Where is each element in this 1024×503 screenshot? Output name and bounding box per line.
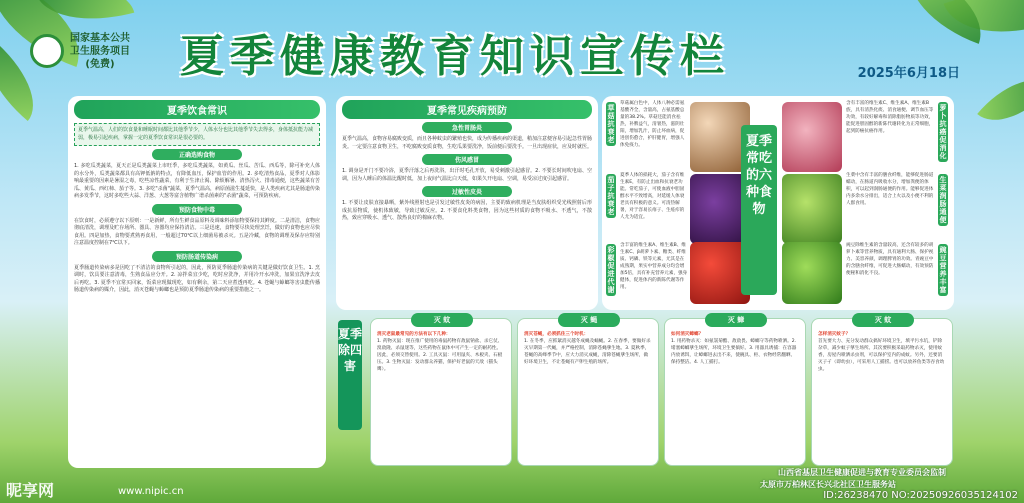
disease-allergy-text: 1. 不要让皮肤直接暴晒，紫外线照射也是引发过敏性皮炎的病因，主要的致病机理是当皮肤组织受光线照射后形成抗原物质，使机体致敏，导致过敏反应。2. 不要食化料类食物，因为这些材质的食物不吸水、不透气，不散热，致应穿吸水、透气、散热良好的棉麻衣物。 xyxy=(342,200,592,221)
food-tag: 生菜润肠通便 xyxy=(939,176,947,224)
diet-buy-text: 1. 多吃瓜类蔬菜，夏天正是瓜类蔬菜上市旺季，多吃瓜类蔬菜，如黄瓜、丝瓜、苦瓜、西瓜等，除可补充人体的水分外，瓜类蔬菜都具有高钾低钠的特点，有降低血压，保护血管的作用。2. 多吃清热食品，夏季对人体影响最重要的因素是暑湿之毒，吃些凉性蔬菜，有利于生津止渴、除烦解暑、清热泻火、排毒通便，这些蔬菜有苦瓜、黄瓜、西红柿、茄子等。3. 多吃"杀菌"蔬菜，夏季气温高，病原菌滋生蔓延快，是人类疾病尤其是肠道传染病多发季节，这时多吃些大蒜、洋葱、大葱等富含植物广谱杀菌素的"杀菌"蔬菜，可预防疾病。 xyxy=(74,163,320,199)
food-text: 夏季人体的损耗大，茄子含有维生素E，有防止出血和抗衰老功能。常吃茄子，可使血液中胆固醇水平不致增高，对延缓人体衰老具有积极的意义。可清热解暑，对于容易长痱子、生疮疖的人尤为适宜。 xyxy=(620,173,685,220)
pest-card-title: 灭 蚊 xyxy=(852,313,914,327)
food-text: 草菇属白色中，人体八种必需氨基酸齐全，含量高，占氨基酸总量的38.2%。草菇还能消食祛热，补脾益气，清暑热，滋阴壮阳，增加乳汁，防止坏血病，促进创伤愈合，护肝健胃，增强人体免疫力。 xyxy=(620,101,685,148)
pest-card-fly xyxy=(517,318,659,466)
food-text: 含有丰富的维生素C、维生素A、维生素B族，具有清热化痰、消食通便、调节血压等功效，有较好解毒和消除脂肪物质等功效，能促进胆固醇的新陈代谢转化为正常细胞，起到防癌抗癌作用。 xyxy=(846,101,934,134)
food-item xyxy=(602,240,954,324)
diet-intestinal-text: 夏季肠道传染病多是因吃了不清洁的食物所引起的，因此，预防夏季肠道传染病的关键是做好饮食卫生。1. 烹调时，饮具要注意清毒，生熟食品应分开。2. 凉拌菜宜少吃，吃时应洗净，并用冷开水冲洗，加果宜洗净去皮后再吃。3. 夏季不宜常买回家，饭菜应现做现吃，如有剩余，第二天应煮透再吃。4. 苍蝇与蟑螂等害虫能传播肠道传染病的媒介，因此，消灭苍蝇与蟑螂也是预防夏季肠道传染病的重要措施之一。 xyxy=(74,264,320,293)
pest-card-text: 1. 药物灭鼠：现在推广使用的毒鼠药物有敌鼠钠盐、杀它仗、溴敌隆、杀鼠迷等，这些药物在鼠体中可产生一定的耐药性。因此，必须交替使用。2. 工具灭鼠：可用鼠夹、木板夹、石板压。3. 生物灭鼠：发动群众养猫，保护好老鼠的天敌（猫头鹰）。 xyxy=(377,339,503,372)
watermark-brand: 昵享网 xyxy=(6,481,55,500)
logo-line1: 国家基本公共 xyxy=(70,33,130,44)
pest-card-mosquito xyxy=(811,318,953,466)
issue-date: 2025年6月18日 xyxy=(857,66,960,81)
logo-line2: 卫生服务项目 xyxy=(70,46,130,57)
food-text: 含丰富的维生素A、维生素B、维生素C、β胡萝卜素、糖类、纤维质、钙磷、铁等元素，尤其是在成熟期，果实中营养成分均会增加5倍，具有补充营养元素，强身健体，促进体内的新陈代谢等作用。 xyxy=(620,243,688,290)
food-tag: 彩椒促进代谢 xyxy=(607,246,615,294)
food-tag: 茄子抗衰老 xyxy=(607,176,615,216)
pest-card-question: 消灭老鼠最常见的方法有以下几种： xyxy=(377,332,451,337)
page-title: 夏季健康教育知识宣传栏 xyxy=(180,31,730,82)
watermark-url: www.nipic.cn xyxy=(118,486,184,497)
pest-card-body xyxy=(524,331,652,366)
station-credit: 太原市万柏林区长兴北社区卫生服务站 xyxy=(760,480,896,489)
pest-card-title: 灭 蝇 xyxy=(558,313,620,327)
diet-heading: 夏季饮食常识 xyxy=(74,100,320,119)
pest-card-rat xyxy=(370,318,512,466)
pest-card-text: 1. 在冬季，应抓紧消灭越冬成蝇及蛹蝇。2. 在春季，要做好杀灭早期第一代蝇，并严格控制，消除苍蝇孳生地。3. 夏秋季，苍蝇的高峰季节中，应大力消灭成蝇，清除苍蝇孳生场所，做好环境卫生，不让苍蝇有产卵生殖的场所。 xyxy=(524,339,651,365)
pest-card-question: 消灭苍蝇，必须抓住三个时机： xyxy=(524,332,589,337)
public-health-logo xyxy=(30,34,64,68)
pest-card-cockroach xyxy=(664,318,806,466)
pest-card-question: 怎样消灭蚊子？ xyxy=(818,332,851,337)
watermark-id: ID:26238470 NO:20250926035124102 xyxy=(823,490,1018,501)
diet-intro: 夏季气温高，人们的饮食量和睡眠时间都比其他季节少，人体水分也比其他季节失去得多，身体抵抗能力减弱，极易引起疾病，掌握一定的夏季饮食常识是很必要的。 xyxy=(74,123,320,146)
six-foods-banner: 夏季常吃的六种食物 xyxy=(741,125,777,295)
food-tag: 萝卜抗癌促消化 xyxy=(939,104,947,160)
pest-card-body xyxy=(818,331,946,373)
disease-panel xyxy=(336,96,598,310)
logo-caption xyxy=(70,32,130,71)
pest-card-body xyxy=(671,331,799,366)
pest-card-title: 灭 蟑 xyxy=(705,313,767,327)
disease-cold-text: 1. 调身是开门不要冷浴，夏季汗落之后再洗浴，出汗时毛孔开放，易受刺激引起感冒。2. 不要长时间吹电扇、空调，因为人睡后的体温比醒时低，加上夜间气温比白天低，如果久开电扇、空调，易受凉过度引起感冒。 xyxy=(342,168,592,182)
disease-heading: 夏季常见疾病预防 xyxy=(342,100,592,119)
diet-sub-intestinal: 预防肠道传染病 xyxy=(152,251,242,262)
pest-card-text: 1. 用药物杀灭：如氨氯菊酯、敌敌畏、蟑螂守等药物喷洒。2. 堵塞蟑螂孳生场所，环境卫生要搞好。3. 用器具诱捕：在容器内放诱饵，让蟑螂进去出不来，使碗具、柜、衣物经常翻晒、保持整洁。4. 人工捕打。 xyxy=(671,339,797,365)
four-pests-label: 夏季除四害 xyxy=(338,320,362,430)
pest-card-question: 如何消灭蟑螂？ xyxy=(671,332,704,337)
pest-card-text: 首先要大力、充分发动群众搞好环境卫生，填平污水坑，铲除杂草，减少蚊子孳生场所。其次要积极采取药物杀灭，使用蚊香，房屋内喷洒杀虫剂，可以保护室内的成蚊。另外，还要消灭子孑（即幼虫），可采用人工捕捞。也可以放养鱼类等吞食幼虫。 xyxy=(818,339,945,372)
diet-panel xyxy=(68,96,326,468)
diet-sub-poison: 预防食物中毒 xyxy=(152,204,242,215)
food-tag: 豌豆营养丰富 xyxy=(939,246,947,294)
pea-image xyxy=(782,242,842,304)
diet-poison-text: 在饮食时，必须遵守以下原则：一是新鲜，所有生鲜食品原料及调味料添加物要保持其鲜度。二是清洁，食物应彻底清洗，调理及贮存场所、器具、容器均应保持清洁。三是迅速，食物要尽快处理烹饪，做好的食物也应尽快食用。四是加热，食物要煮熟再食用，一般超过70℃以上细菌易被杀灭。五是冷藏，食物的调理及保存应特别注意温度控制在7℃以下。 xyxy=(74,217,320,246)
supervisor-credit: 山西省基层卫生健康促进与教育专业委员会监制 xyxy=(778,468,946,477)
pest-card-body xyxy=(377,331,505,373)
lettuce-image xyxy=(782,174,842,244)
food-text: 豌豆除维生素的含量较高，还含有较多的胡萝卜素等营养物质，具有通利大肠、保护视力、美容养颜，调理脾胃的功效。青豌豆中的含膳食纤维，可促进大肠蠕动，有效预防便秘和消化不良。 xyxy=(846,243,934,276)
food-text: 生菜中含有丰富的膳食纤维，能够促进肠道蠕动，在肠道内吸收水分，增加粪便的体积，可以起到润肠通便的作用。能够促进体内多余水分排出，适合上火以及小便不利的人群食用。 xyxy=(846,173,934,206)
pest-card-title: 灭 蚊 xyxy=(411,313,473,327)
leaf-decoration xyxy=(977,60,1024,139)
food-tag: 草菇抗衰老 xyxy=(607,104,615,144)
radish-image xyxy=(782,102,842,172)
diet-sub-buy: 正确选购食物 xyxy=(152,149,242,160)
disease-sub-gastro: 急性胃肠炎 xyxy=(422,122,512,133)
disease-sub-cold: 伤风感冒 xyxy=(422,154,512,165)
foods-panel xyxy=(602,96,954,310)
disease-gastro-text: 夏季气温高，食物容易腐败变质，而且各种蚊虫的繁殖也快，成为传播疾病的渠道，稍加注意便容易引起急性胃肠炎。一定要注意食物卫生，不吃腐败变质食物，生吃瓜果要洗净，饭前便后要洗手。一旦出现症状，应及时就医。 xyxy=(342,136,593,150)
logo-line3: (免费) xyxy=(85,59,115,70)
disease-sub-allergy: 过敏性皮炎 xyxy=(422,186,512,197)
